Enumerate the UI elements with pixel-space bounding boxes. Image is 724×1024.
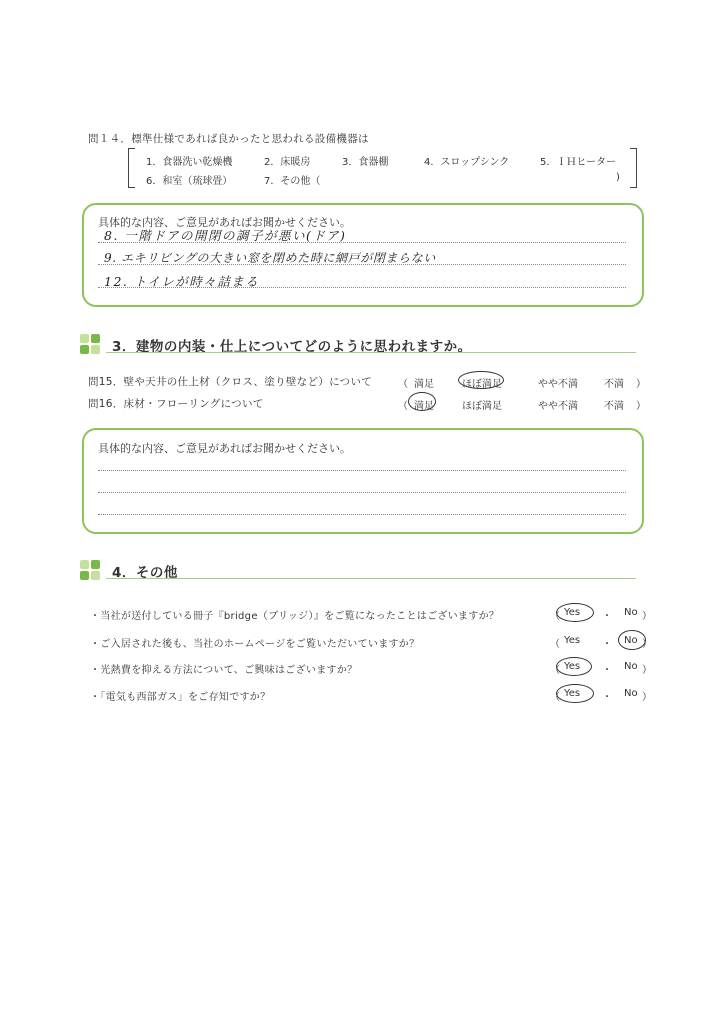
paren-close: ） <box>642 611 652 622</box>
paren-close: ） <box>636 401 646 412</box>
paren-open: （ <box>550 692 560 703</box>
other-question: ・当社が送付している冊子『bridge（ブリッジ）』をご覧になったことはございますか？ <box>90 611 500 622</box>
selection-circle <box>556 684 594 703</box>
rating-option: 満足 <box>414 379 434 390</box>
other-question: ・光熱費を抑える方法について、ご興味はございますか？ <box>90 665 358 676</box>
paren-close: ） <box>642 692 652 703</box>
dot-separator: ・ <box>602 665 612 676</box>
rating-option-selected: ほぼ満足 <box>462 379 502 390</box>
yes-option: Yes <box>564 635 581 646</box>
paren-close: ） <box>642 639 652 650</box>
handwritten-comment: 12. トイレが時々詰まる <box>104 274 260 289</box>
bracket-right <box>630 148 637 188</box>
paren-open: （ <box>398 401 408 412</box>
no-option: No <box>624 607 638 618</box>
clover-icon <box>80 334 100 354</box>
selection-circle <box>556 657 592 676</box>
comment-line <box>98 492 626 493</box>
rating-option: 不満 <box>604 401 624 412</box>
bracket-left <box>128 148 135 188</box>
dot-separator: ・ <box>602 639 612 650</box>
other-question: ・ご入居された後も、当社のホームページをご覧いただいていますか？ <box>90 639 420 650</box>
dot-separator: ・ <box>602 692 612 703</box>
selection-circle <box>408 392 436 411</box>
section-rule <box>106 352 636 353</box>
no-option: No <box>624 688 638 699</box>
no-option: No <box>624 635 638 646</box>
section-4-title: 4．その他 <box>112 565 178 581</box>
paren-close: ） <box>642 665 652 676</box>
q14-label: 問１４．標準仕様であれば良かったと思われる設備機器は <box>88 133 369 145</box>
rating-option: ほぼ満足 <box>462 401 502 412</box>
handwritten-comment: 9. エキリビングの大きい窓を閉めた時に網戸が閉まらない <box>104 251 436 265</box>
q14-option: 4．スロップシンク <box>424 157 510 168</box>
comment-line <box>98 514 626 515</box>
q15-label: 問15．壁や天井の仕上材（クロス、塗り壁など）について <box>88 376 373 388</box>
paren-close: ） <box>636 379 646 390</box>
selection-circle <box>458 371 504 389</box>
yes-option: Yes <box>564 661 581 672</box>
paren-open: （ <box>398 379 408 390</box>
q14-option: 3．食器棚 <box>342 157 389 168</box>
other-question: ・「電気も西部ガス」をご存知ですか？ <box>90 692 271 703</box>
q14-option: 1．食器洗い乾燥機 <box>146 157 233 168</box>
rating-option: 不満 <box>604 379 624 390</box>
comment-line <box>98 470 626 471</box>
rating-option-selected: 満足 <box>414 401 434 412</box>
q14-option: 5．ＩＨヒーター <box>540 157 616 168</box>
q14-option: 2．床暖房 <box>264 157 311 168</box>
selection-circle <box>556 603 594 622</box>
q14-option: 7．その他（ <box>264 176 321 187</box>
yes-option: Yes <box>564 607 581 618</box>
section-3-title: 3．建物の内装・仕上についてどのように思われますか。 <box>112 339 472 355</box>
q16-label: 問16．床材・フローリングについて <box>88 398 264 410</box>
comment-box-1-title: 具体的な内容、ご意見があればお聞かせください。 <box>98 216 351 229</box>
q14-option: 6．和室（琉球畳） <box>146 176 233 187</box>
dot-separator: ・ <box>602 611 612 622</box>
rating-option: やや不満 <box>538 379 578 390</box>
section-rule <box>106 578 636 579</box>
handwritten-comment: 8. 一階ドアの開閉の調子が悪い(ドア) <box>104 228 347 243</box>
paren-open: （ <box>550 665 560 676</box>
comment-box-2-title: 具体的な内容、ご意見があればお聞かせください。 <box>98 442 351 455</box>
rating-option: やや不満 <box>538 401 578 412</box>
clover-icon <box>80 560 100 580</box>
no-option: No <box>624 661 638 672</box>
paren-open: （ <box>550 611 560 622</box>
yes-option: Yes <box>564 688 581 699</box>
paren-open: （ <box>550 639 560 650</box>
q14-paren-close: ) <box>616 172 620 183</box>
